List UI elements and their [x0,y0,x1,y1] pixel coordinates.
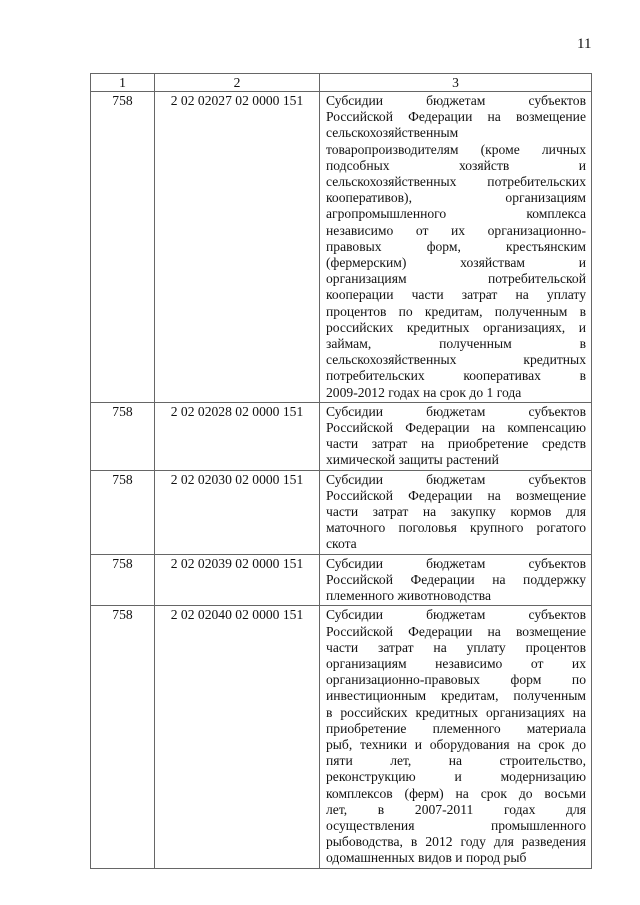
description-line: части затрат на закупку кормов для [326,504,586,520]
table-row [91,606,592,868]
budget-code-cell: 2 02 02030 02 0000 151 [155,470,320,554]
description-line: кооперации части затрат на уплату [326,287,586,303]
description-line: реконструкцию и модернизацию [326,769,586,785]
description-line: кооперативов), организациям [326,190,586,206]
table-row [91,402,592,470]
description-line: независимо от их организационно- [326,222,586,238]
description-line: Субсидии бюджетам субъектов [326,555,586,571]
description-line: российских кредитных организациях, и [326,319,586,335]
page-number: 11 [577,36,592,52]
description-cell [320,470,592,554]
description-line: Российской Федерации на возмещение [326,109,586,125]
table-row [91,554,592,606]
description-line: (фермерским) хозяйствам и [326,255,586,271]
budget-code-cell: 2 02 02039 02 0000 151 [155,554,320,606]
header-col-1: 1 [91,74,155,92]
description-line: Российской Федерации на компенсацию [326,420,586,436]
description-line: агропромышленного комплекса [326,206,586,222]
description-line: Субсидии бюджетам субъектов [326,471,586,487]
description-line: маточного поголовья крупного рогатого [326,520,586,536]
description-line: Субсидии бюджетам субъектов [326,93,586,108]
description-line: Российской Федерации на возмещение [326,623,586,639]
description-line: правовых форм, крестьянским [326,238,586,254]
description-line: организационно-правовых форм по [326,672,586,688]
description-line: организациям независимо от их [326,655,586,671]
description-line: Российской Федерации на поддержку [326,571,586,587]
description-line: лет, в 2007-2011 годах для [326,801,586,817]
description-line: комплексов (ферм) на срок до восьми [326,785,586,801]
description-line: инвестиционным кредитам, полученным [326,688,586,704]
description-line: части затрат на приобретение средств [326,436,586,452]
description-cell [320,554,592,606]
description-line: скота [326,536,357,552]
admin-code-cell: 758 [91,402,155,470]
description-line: Российской Федерации на возмещение [326,487,586,503]
description-line: 2009-2012 годах на срок до 1 года [326,384,522,400]
budget-code-cell: 2 02 02028 02 0000 151 [155,402,320,470]
description-line: Субсидии бюджетам субъектов [326,607,586,623]
description-line: химической защиты растений [326,452,499,468]
description-line: Субсидии бюджетам субъектов [326,403,586,419]
description-line: займам, полученным в [326,336,586,352]
description-line: процентов по кредитам, полученным в [326,303,586,319]
description-cell [320,606,592,868]
table-row [91,470,592,554]
admin-code-cell: 758 [91,92,155,403]
header-col-3: 3 [320,74,592,92]
description-cell [320,92,592,403]
description-line: сельскохозяйственных кредитных [326,352,586,368]
admin-code-cell: 758 [91,554,155,606]
description-line: в российских кредитных организациях на [326,704,586,720]
description-line: сельскохозяйственных потребительских [326,174,586,190]
description-line: части затрат на уплату процентов [326,639,586,655]
header-col-2: 2 [155,74,320,92]
description-line: товаропроизводителям (кроме личных [326,141,586,157]
budget-codes-table [90,73,592,869]
description-cell [320,402,592,470]
description-line: осуществления промышленного [326,817,586,833]
description-line: рыб, техники и оборудования на срок до [326,736,586,752]
description-line: приобретение племенного материала [326,720,586,736]
description-line: рыбоводства, в 2012 году для разведения [326,834,586,850]
table-row [91,92,592,403]
description-line: одомашненных видов и пород рыб [326,850,527,866]
admin-code-cell: 758 [91,470,155,554]
description-line: сельскохозяйственным [326,125,459,141]
description-line: потребительских кооперативах в [326,368,586,384]
admin-code-cell: 758 [91,606,155,868]
budget-code-cell: 2 02 02027 02 0000 151 [155,92,320,403]
table-header-row [91,74,592,92]
budget-code-cell: 2 02 02040 02 0000 151 [155,606,320,868]
description-line: подсобных хозяйств и [326,157,586,173]
description-line: пяти лет, на строительство, [326,753,586,769]
description-line: организациям потребительской [326,271,586,287]
description-line: племенного животноводства [326,588,492,604]
